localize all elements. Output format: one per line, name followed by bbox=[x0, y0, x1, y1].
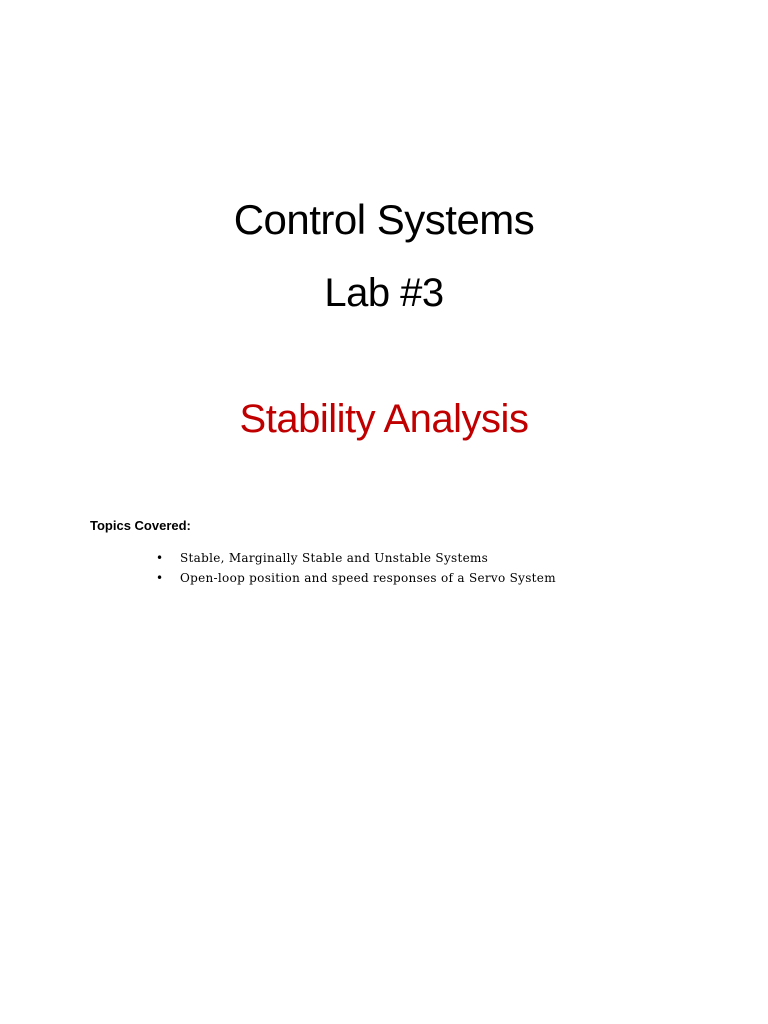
lab-number: Lab #3 bbox=[324, 271, 444, 315]
lab-topic-title: Stability Analysis bbox=[239, 397, 529, 441]
list-item-text: Open-loop position and speed responses of a Servo System bbox=[180, 571, 556, 585]
bullet-icon: • bbox=[156, 551, 164, 565]
course-title: Control Systems bbox=[233, 196, 535, 243]
list-item-text: Stable, Marginally Stable and Unstable Systems bbox=[180, 551, 489, 565]
list-item bbox=[156, 568, 556, 588]
bullet-icon: • bbox=[156, 571, 164, 585]
topics-list bbox=[156, 548, 556, 588]
topics-heading: Topics Covered: bbox=[90, 518, 191, 533]
list-item bbox=[156, 548, 556, 568]
